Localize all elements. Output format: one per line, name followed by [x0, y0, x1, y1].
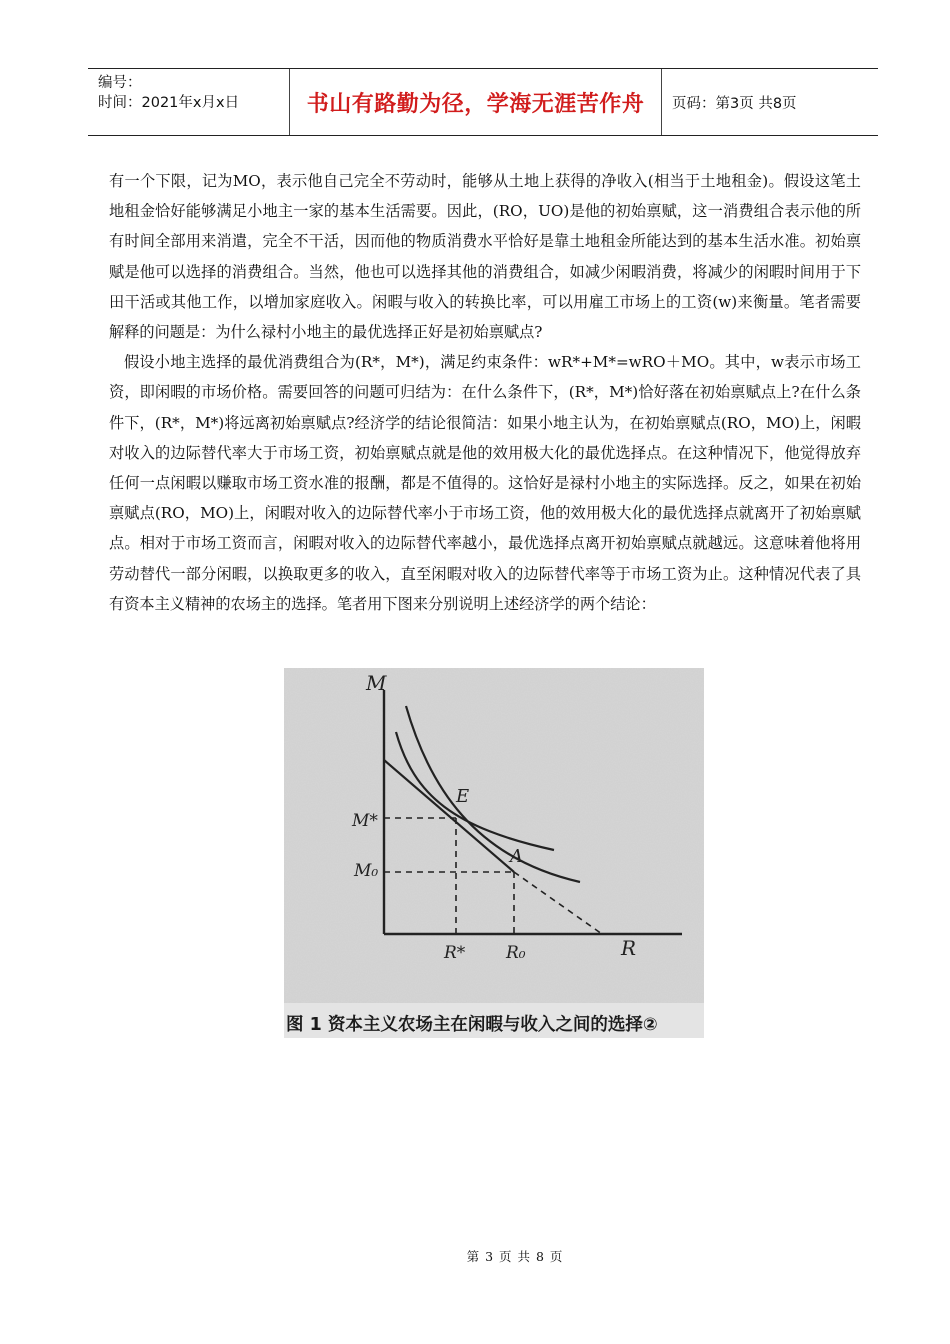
- r0-label: R₀: [506, 943, 526, 963]
- header-meta: [88, 69, 290, 135]
- body-text: [109, 166, 861, 619]
- footer-page-number: 第 3 页 共 8 页: [466, 1249, 564, 1264]
- page-header: [88, 68, 878, 136]
- time-label: 时间：2021年x月x日: [98, 95, 240, 111]
- x-axis-label: R: [621, 936, 637, 960]
- paragraph-2: 假设小地主选择的最优消费组合为(R*，M*)，满足约束条件：wR*+M*=wRO＋MO。其中，w表示市场工资，即闲暇的市场价格。需要回答的问题可归结为：在什么条件下，(R*，M*)恰好落在初始禀赋点上?在什么条件下，(R*，M*)将远离初始禀赋点?经济学的结论很简洁：如果小地主认为，在初始禀赋点(RO，MO)上，闲暇对收入的边际替代率大于市场工资，初始禀赋点就是他的效用极大化的最优选择点。在这种情况下，他觉得放弃任何一点闲暇以赚取市场工资水准的报酬，都是不值得的。这恰好是禄村小地主的实际选择。反之，如果在初始禀赋点(RO，MO)上，闲暇对收入的边际替代率小于市场工资，他的效用极大化的最优选择点就离开了初始禀赋点。相对于市场工资而言，闲暇对收入的边际替代率越小，最优选择点离开初始禀赋点就越远。这意味着他将用劳动替代一部分闲暇，以换取更多的收入，直至闲暇对收入的边际替代率等于市场工资为止。这种情况代表了具有资本主义精神的农场主的选择。笔者用下图来分别说明上述经济学的两个结论：: [109, 353, 861, 613]
- point-e-label: E: [456, 786, 470, 807]
- page-footer: [0, 1247, 950, 1265]
- m-star-label: M*: [352, 811, 378, 831]
- y-axis-label: M: [366, 671, 387, 695]
- point-a-label: A: [510, 846, 523, 867]
- r-star-label: R*: [444, 943, 466, 963]
- figure-image: [284, 668, 704, 1038]
- header-page-cell: [662, 69, 878, 135]
- figure-caption: 图 1 资本主义农场主在闲暇与收入之间的选择②: [286, 1015, 658, 1035]
- header-motto-cell: [290, 69, 662, 135]
- number-label: 编号：: [98, 75, 142, 91]
- figure-texture: [284, 668, 704, 1038]
- page-label: 页码：第3页 共8页: [672, 95, 797, 112]
- figure-1: [284, 668, 704, 1038]
- paragraph-1: 有一个下限，记为MO，表示他自己完全不劳动时，能够从土地上获得的净收入(相当于土地租金)。假设这笔土地租金恰好能够满足小地主一家的基本生活需要。因此，(RO，UO)是他的初始禀赋，这一消费组合表示他的所有时间全部用来消遣，完全不干活，因而他的物质消费水平恰好是靠土地租金所能达到的基本生活水准。初始禀赋是他可以选择的消费组合。当然，他也可以选择其他的消费组合，如减少闲暇消费，将减少的闲暇时间用于下田干活或其他工作，以增加家庭收入。闲暇与收入的转换比率，可以用雇工市场上的工资(w)来衡量。笔者需要解释的问题是：为什么禄村小地主的最优选择正好是初始禀赋点?: [109, 172, 861, 342]
- m0-label: M₀: [354, 861, 379, 881]
- header-motto: 书山有路勤为径，学海无涯苦作舟: [306, 91, 645, 117]
